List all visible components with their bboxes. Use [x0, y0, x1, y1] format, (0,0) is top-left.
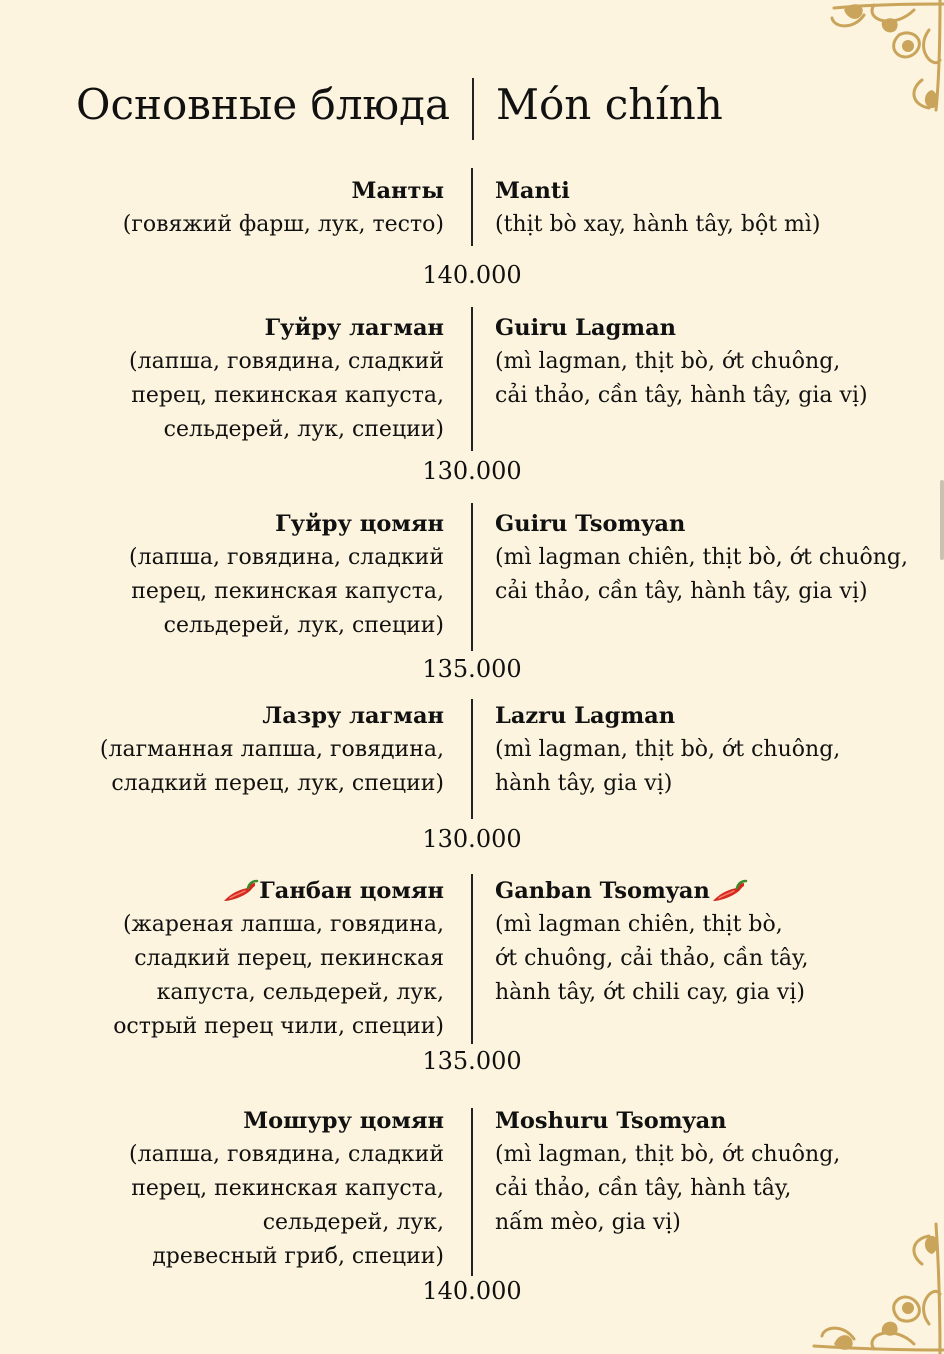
dish-vi-column: [495, 699, 840, 801]
column-divider: [471, 699, 473, 819]
dish-name-ru: Манты: [351, 178, 444, 204]
scrollbar-thumb[interactable]: [940, 480, 944, 560]
dish-name-vi-row: [495, 874, 808, 908]
section-title-ru: Основные блюда: [76, 80, 450, 129]
dish-ru-column: [129, 507, 444, 643]
dish-ru-column: [123, 174, 444, 242]
dish-desc-vi-line: (mì lagman, thịt bò, ớt chuông,: [495, 349, 841, 374]
dish-vi-column: [495, 174, 821, 242]
dish-ru-column: [100, 699, 444, 801]
column-divider: [471, 874, 473, 1044]
dish-desc-ru-line: (лапша, говядина, сладкий: [129, 1142, 444, 1167]
column-divider: [471, 307, 473, 451]
dish-name-ru: Мошуру цомян: [243, 1108, 444, 1134]
column-divider: [471, 1108, 473, 1276]
dish-price: 140.000: [422, 261, 522, 289]
dish-name-ru-row: [113, 874, 444, 908]
dish-price: 130.000: [422, 825, 522, 853]
dish-desc-ru-line: древесный гриб, специи): [152, 1244, 444, 1269]
dish-desc-ru-line: острый перец чили, специи): [113, 1014, 444, 1039]
dish-desc-ru-line: (лапша, говядина, сладкий: [129, 545, 444, 570]
dish-name-ru: Лазру лагман: [262, 703, 444, 729]
dish-name-vi: Guiru Lagman: [495, 315, 677, 341]
dish-desc-vi-line: nấm mèo, gia vị): [495, 1210, 681, 1235]
dish-desc-ru-line: (жареная лапша, говядина,: [122, 912, 444, 937]
dish-ru-column: [129, 311, 444, 447]
dish-desc-vi-line: hành tây, gia vị): [495, 771, 673, 796]
dish-desc-vi-line: (mì lagman chiên, thịt bò, ớt chuông,: [495, 545, 908, 570]
dish-desc-ru-line: перец, пекинская капуста,: [131, 1176, 444, 1201]
dish-desc-vi-line: cải thảo, cần tây, hành tây, gia vị): [495, 579, 868, 604]
dish-desc-vi-line: (mì lagman chiên, thịt bò,: [495, 912, 783, 937]
column-divider: [472, 78, 474, 140]
column-divider: [471, 503, 473, 651]
dish-desc-ru-line: сельдерей, лук, специи): [163, 613, 444, 638]
dish-price: 135.000: [422, 655, 522, 683]
dish-desc-vi-line: hành tây, ớt chili cay, gia vị): [495, 980, 805, 1005]
chili-pepper-icon: [221, 879, 259, 905]
dish-name-vi: Guiru Tsomyan: [495, 511, 686, 537]
dish-desc-ru-line: сельдерей, лук,: [262, 1210, 444, 1235]
dish-desc-ru-line: сельдерей, лук, специи): [163, 417, 444, 442]
dish-desc-ru-line: капуста, сельдерей, лук,: [156, 980, 444, 1005]
dish-desc-vi-line: ớt chuông, cải thảo, cần tây,: [495, 946, 809, 971]
dish-vi-column: [495, 507, 908, 609]
dish-name-ru: Гуйру цомян: [275, 511, 444, 537]
dish-desc-ru-line: сладкий перец, лук, специи): [111, 771, 444, 796]
dish-desc-ru-line: (говяжий фарш, лук, тесто): [122, 212, 444, 237]
dish-desc-ru-line: сладкий перец, пекинская: [134, 946, 444, 971]
dish-vi-column: [495, 311, 868, 413]
dish-desc-ru-line: (лапша, говядина, сладкий: [129, 349, 444, 374]
dish-name-vi: Lazru Lagman: [495, 703, 676, 729]
dish-desc-ru-line: перец, пекинская капуста,: [131, 579, 444, 604]
dish-name-ru: Гуйру лагман: [264, 315, 444, 341]
dish-desc-vi-line: (mì lagman, thịt bò, ớt chuông,: [495, 737, 841, 762]
section-title-vi: Món chính: [496, 80, 723, 129]
dish-ru-column: [113, 874, 444, 1044]
dish-name-ru: Ганбан цомян: [259, 878, 444, 904]
dish-name-vi: Manti: [495, 178, 570, 204]
column-divider: [471, 168, 473, 246]
dish-price: 130.000: [422, 457, 522, 485]
dish-ru-column: [129, 1104, 444, 1274]
dish-desc-vi-line: (mì lagman, thịt bò, ớt chuông,: [495, 1142, 841, 1167]
menu-header: [0, 72, 944, 152]
dish-desc-vi-line: cải thảo, cần tây, hành tây, gia vị): [495, 383, 868, 408]
chili-pepper-icon: [710, 879, 748, 905]
dish-name-vi: Ganban Tsomyan: [495, 878, 710, 904]
dish-desc-vi-line: (thịt bò xay, hành tây, bột mì): [495, 212, 821, 237]
dish-desc-vi-line: cải thảo, cần tây, hành tây,: [495, 1176, 792, 1201]
dish-desc-ru-line: перец, пекинская капуста,: [131, 383, 444, 408]
dish-vi-column: [495, 1104, 840, 1240]
dish-vi-column: [495, 874, 808, 1010]
dish-name-vi: Moshuru Tsomyan: [495, 1108, 727, 1134]
dish-price: 140.000: [422, 1277, 522, 1305]
dish-price: 135.000: [422, 1047, 522, 1075]
dish-desc-ru-line: (лагманная лапша, говядина,: [99, 737, 444, 762]
